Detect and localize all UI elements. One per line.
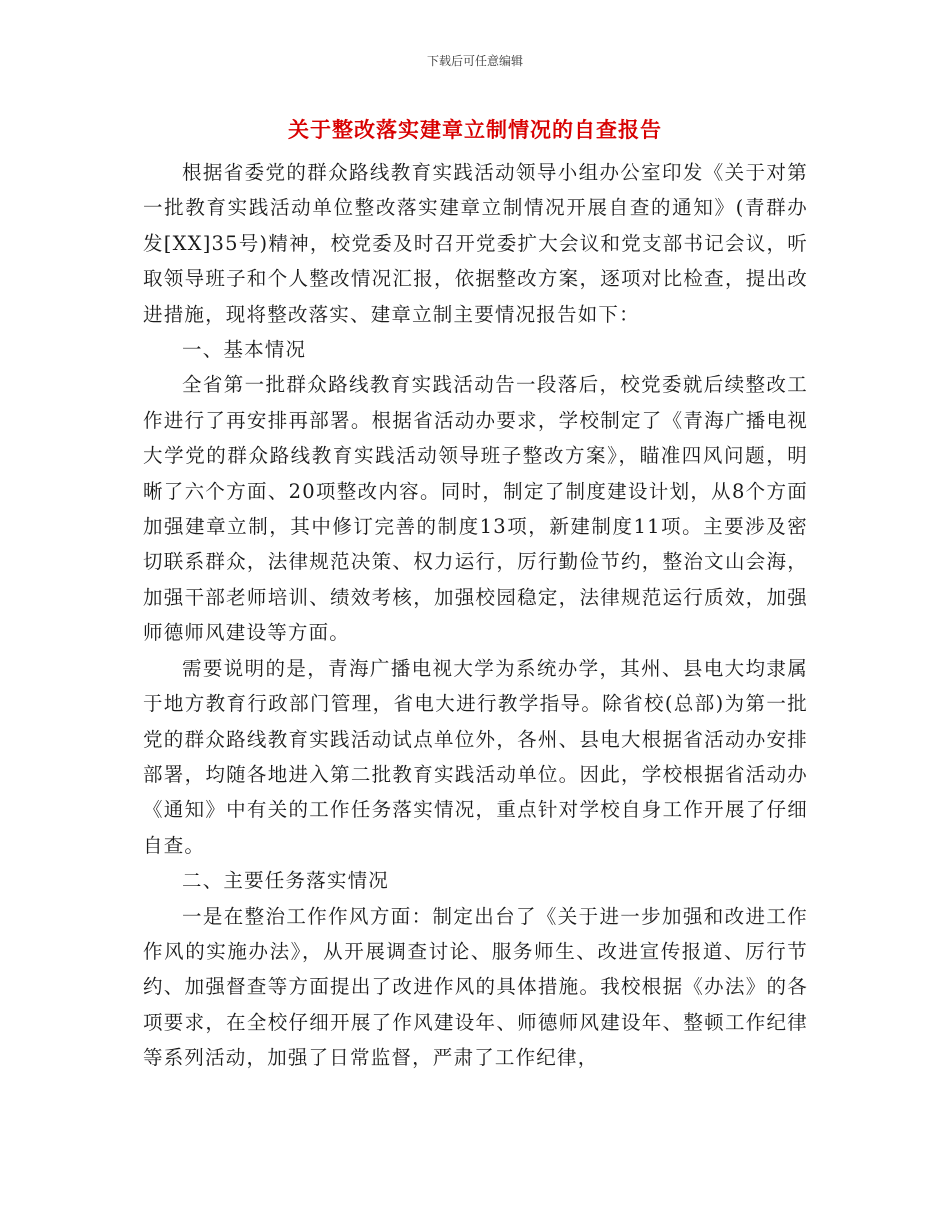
body-paragraph: 一是在整治工作作风方面：制定出台了《关于进一步加强和改进工作作风的实施办法》，从开展调查讨论、服务师生、改进宣传报道、厉行节约、加强督查等方面提出了改进作风的具体措施。我校根据《办法》的各项要求，在全校仔细开展了作风建设年、师德师风建设年、整顿工作纪律等系列活动，加强了日常监督，严肃了工作纪律，: [143, 904, 808, 1070]
document-body: [143, 155, 808, 1076]
section-heading-tasks: 二、主要任务落实情况: [182, 869, 390, 893]
document-title: 关于整改落实建章立制情况的自查报告: [288, 117, 662, 142]
section-heading-basic: 一、基本情况: [182, 338, 307, 362]
intro-paragraph: 根据省委党的群众路线教育实践活动领导小组办公室印发《关于对第一批教育实践活动单位整改落实建章立制情况开展自查的通知》(青群办发[XX]35号)精神，校党委及时召开党委扩大会议和党支部书记会议，听取领导班子和个人整改情况汇报，依据整改方案，逐项对比检查，提出改进措施，现将整改落实、建章立制主要情况报告如下：: [143, 161, 808, 326]
body-paragraph: 需要说明的是，青海广播电视大学为系统办学，其州、县电大均隶属于地方教育行政部门管理，省电大进行教学指导。除省校(总部)为第一批党的群众路线教育实践活动试点单位外，各州、县电大根据省活动办安排部署，均随各地进入第二批教育实践活动单位。因此，学校根据省活动办《通知》中有关的工作任务落实情况，重点针对学校自身工作开展了仔细自查。: [143, 656, 808, 857]
download-note: 下载后可任意编辑: [426, 54, 523, 68]
body-paragraph: 全省第一批群众路线教育实践活动告一段落后，校党委就后续整改工作进行了再安排再部署。根据省活动办要求，学校制定了《青海广播电视大学党的群众路线教育实践活动领导班子整改方案》，瞄准四风问题，明晰了六个方面、20项整改内容。同时，制定了制度建设计划，从8个方面加强建章立制，其中修订完善的制度13项，新建制度11项。主要涉及密切联系群众，法律规范决策、权力运行，厉行勤俭节约，整治文山会海，加强干部老师培训、绩效考核，加强校园稳定，法律规范运行质效，加强师德师风建设等方面。: [143, 373, 808, 645]
